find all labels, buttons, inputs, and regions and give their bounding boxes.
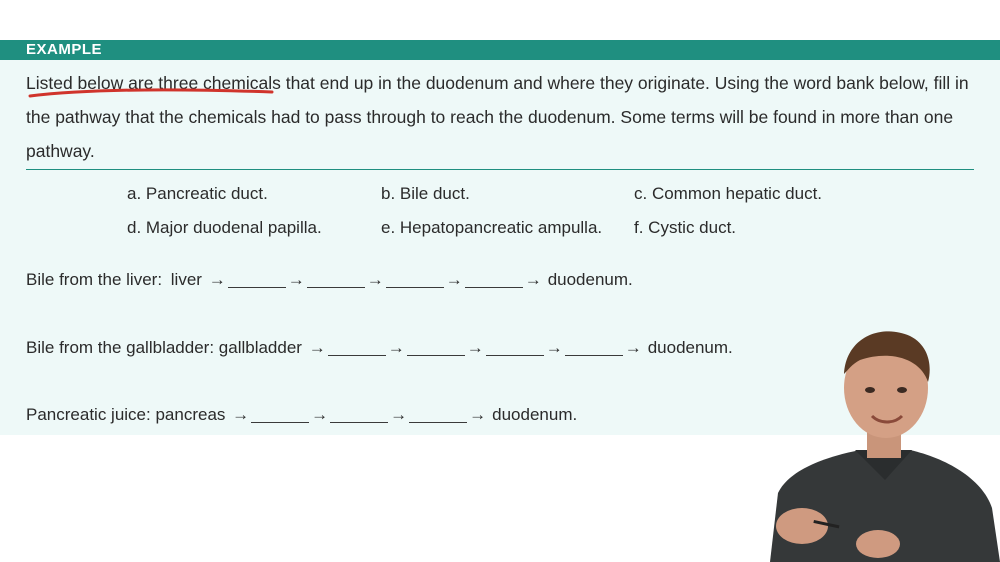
answer-blank bbox=[251, 408, 309, 423]
example-header-bar bbox=[0, 40, 1000, 60]
example-label: EXAMPLE bbox=[26, 41, 103, 58]
pathway-label: Pancreatic juice: bbox=[26, 405, 151, 424]
section-divider bbox=[26, 169, 974, 170]
arrow-icon: → bbox=[311, 405, 329, 424]
pathway-start: liver bbox=[170, 270, 202, 289]
pathway-liver bbox=[26, 270, 633, 290]
arrow-icon: → bbox=[469, 405, 487, 424]
answer-blank bbox=[407, 341, 465, 356]
answer-blank bbox=[386, 273, 444, 288]
word-bank-item-c: c. Common hepatic duct. bbox=[634, 184, 823, 203]
arrow-icon: → bbox=[524, 270, 542, 289]
word-bank-item-a: a. Pancreatic duct. bbox=[127, 184, 268, 203]
arrow-icon: → bbox=[366, 270, 384, 289]
answer-blank bbox=[465, 273, 523, 288]
pathway-sequence bbox=[307, 338, 733, 358]
arrow-icon: → bbox=[624, 338, 642, 357]
answer-blank bbox=[409, 408, 467, 423]
pathway-start: pancreas bbox=[155, 405, 226, 424]
word-bank-item-e: e. Hepatopancreatic ampulla. bbox=[381, 218, 603, 237]
pathway-sequence bbox=[207, 270, 633, 290]
arrow-icon: → bbox=[545, 338, 563, 357]
pathway-start: gallbladder bbox=[218, 338, 302, 357]
answer-blank bbox=[307, 273, 365, 288]
arrow-icon: → bbox=[387, 338, 405, 357]
arrow-icon: → bbox=[390, 405, 408, 424]
pathway-sequence bbox=[230, 405, 577, 425]
answer-blank bbox=[486, 341, 544, 356]
arrow-icon: → bbox=[287, 270, 305, 289]
pathway-end: duodenum. bbox=[547, 270, 633, 289]
top-margin bbox=[0, 0, 1000, 40]
pathway-end: duodenum. bbox=[647, 338, 733, 357]
word-bank-item-b: b. Bile duct. bbox=[381, 184, 470, 203]
pathway-label: Bile from the liver: bbox=[26, 270, 163, 289]
answer-blank bbox=[330, 408, 388, 423]
answer-blank bbox=[328, 341, 386, 356]
pathway-gallbladder bbox=[26, 338, 733, 358]
pathway-end: duodenum. bbox=[492, 405, 578, 424]
word-bank-item-d: d. Major duodenal papilla. bbox=[127, 218, 322, 237]
answer-blank bbox=[228, 273, 286, 288]
arrow-icon: → bbox=[232, 405, 250, 424]
answer-blank bbox=[565, 341, 623, 356]
word-bank-item-f: f. Cystic duct. bbox=[634, 218, 737, 237]
arrow-icon: → bbox=[308, 338, 326, 357]
pathway-label: Bile from the gallbladder: bbox=[26, 338, 215, 357]
arrow-icon: → bbox=[208, 270, 226, 289]
pathway-pancreas bbox=[26, 405, 577, 425]
arrow-icon: → bbox=[466, 338, 484, 357]
intro-text: Listed below are three chemicals that end up in the duodenum and where they originate. Using the word bank below, fill in the pathway that the chemicals had to pass through to reach the duodenum. Some terms will be found in more than one pathway. bbox=[26, 73, 969, 161]
presenter-video bbox=[760, 318, 1000, 562]
arrow-icon: → bbox=[445, 270, 463, 289]
